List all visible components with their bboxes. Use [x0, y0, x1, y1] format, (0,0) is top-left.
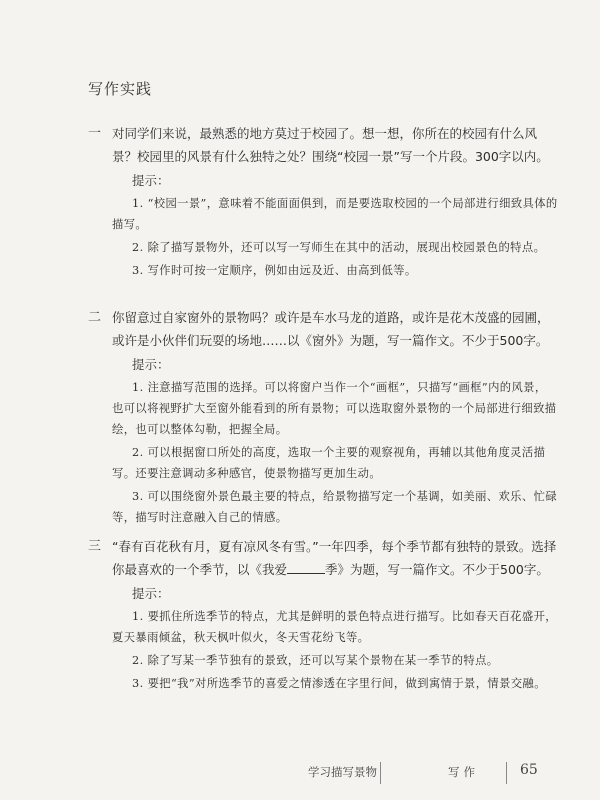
footer-chapter: 学习描写景物 [308, 765, 377, 779]
footer-section: 写作 [448, 765, 479, 779]
exercise-number: 二 [88, 310, 102, 325]
fill-in-blank [287, 559, 325, 574]
exercise-prompt: 你留意过自家窗外的景物吗？或许是车水马龙的道路，或许是花木茂盛的园圃，或许是小伙伴们玩耍的场地……以《窗外》为题，写一篇作文。不少于500字。 [112, 310, 550, 348]
exercise-section-2 [88, 306, 558, 528]
exercise-number: 一 [88, 126, 102, 141]
prompt-part-a: “春有百花秋有月，夏有凉风冬有雪。”一年四季，每个季节都有独特的景致。选择你最喜欢的一个季节，以《我爱 [112, 539, 557, 577]
exercise-section-3 [88, 535, 558, 694]
tip-item: 1. “校园一景”，意味着不能面面俱到，而是要选取校园的一个局部进行细致具体的描写。 [112, 197, 558, 231]
tip-item: 1. 注意描写范围的选择。可以将窗户当作一个“画框”，只描写“画框”内的风景，也可以将视野扩大至窗外能看到的所有景物；可以选取窗外景物的一个局部进行细致描绘，也可以整体勾勒，把握全局。 [112, 381, 557, 436]
exercise-number: 三 [88, 539, 102, 554]
tip-item: 3. 要把“我”对所选季节的喜爱之情渗透在字里行间，做到寓情于景，情景交融。 [132, 677, 546, 690]
footer-divider [380, 762, 381, 784]
page-number: 65 [520, 762, 538, 778]
tip-item: 2. 除了写某一季节独有的景致，还可以写某个景物在某一季节的特点。 [132, 654, 499, 667]
exercise-prompt: 对同学们来说，最熟悉的地方莫过于校园了。想一想，你所在的校园有什么风景？校园里的风景有什么独特之处？围绕“校园一景”写一个片段。300字以内。 [112, 126, 549, 164]
tip-item: 2. 除了描写景物外，还可以写一写师生在其中的活动，展现出校园景色的特点。 [132, 241, 546, 254]
footer-divider [506, 762, 507, 784]
tip-item: 2. 可以根据窗口所处的高度，选取一个主要的观察视角，再辅以其他角度灵活描写。还要注意调动多种感官，使景物描写更加生动。 [112, 446, 546, 480]
tips-label: 提示： [132, 357, 170, 372]
tips-label: 提示： [132, 173, 170, 188]
prompt-part-b: 季》为题，写一篇作文。不少于500字。 [325, 562, 549, 577]
tips-label: 提示： [132, 586, 170, 601]
tip-item: 1. 要抓住所选季节的特点，尤其是鲜明的景色特点进行描写。比如春天百花盛开，夏天暴雨倾盆，秋天枫叶似火，冬天雪花纷飞等。 [112, 610, 557, 644]
page-heading: 写作实践 [88, 80, 153, 98]
tip-item: 3. 写作时可按一定顺序，例如由远及近、由高到低等。 [132, 264, 417, 277]
exercise-prompt [112, 535, 558, 581]
exercise-section-1 [88, 122, 558, 281]
tip-item: 3. 可以围绕窗外景色最主要的特点，给景物描写定一个基调，如美丽、欢乐、忙碌等，描写时注意融入自己的情感。 [112, 490, 557, 524]
page-footer [0, 762, 600, 786]
